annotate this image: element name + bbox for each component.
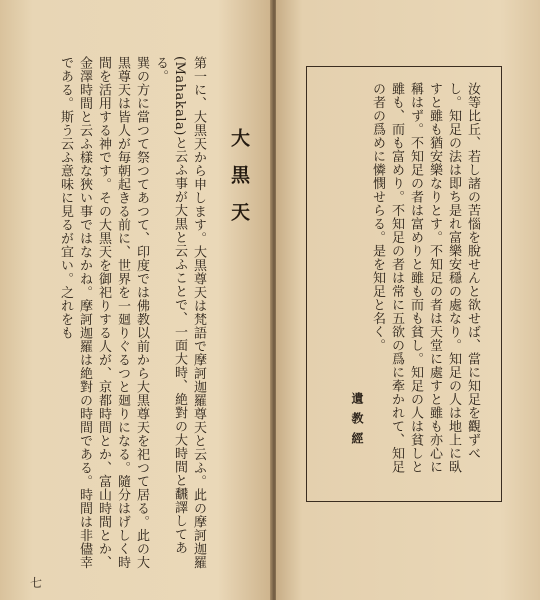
quotation-source: 遺教經 [350, 392, 364, 452]
paragraph: 巽の方に當つて祭つてあつて、印度では佛教以前から大黒尊天を祀つて居る。此の大黒尊天は皆人が毎朝起きる前に、世界を一廻りぐるつと廻りになる。隨分はげしく時間を活用する神です。その大黒天を御祀りする人が、京都時間とか、富山時間とか、金澤時間と云ふ樣な狹い事ではなかね。摩訶迦羅は絶對の時間である。時間は非儘幸である。斯う云ふ意味に見るが宜い。之れをも [58, 56, 149, 569]
left-page-body [38, 56, 208, 576]
page-number: 七 [30, 576, 43, 590]
section-heading: 大黒天 [228, 128, 250, 239]
paragraph: 第一に、大黒天から申します。大黒尊天は梵語で摩訶迦羅尊天と云ふ。此の摩訶迦羅(Mahakala)と云ふ事が大黒と云ふことで、一面大時、絶對の大時間と飜譯してある。 [153, 56, 206, 569]
quotation-paragraph: 汝等比丘、若し諸の苦惱を脫せんと欲せば、當に知足を觀ずべし。知足の法は即ち是れ富樂安穩の處なり。知足の人は地上に臥すと雖も猶安樂なりとす。不知足の者は天堂に處すと雖も亦心に稱はず。不知足の者は富めりと雖も而も貧し。知足の人は貧しと雖も、而も富めり。不知足の者は常に五欲の爲に牽かれて、知足の者の爲めに憐憫せらる。是を知足と名く。 [370, 82, 480, 474]
